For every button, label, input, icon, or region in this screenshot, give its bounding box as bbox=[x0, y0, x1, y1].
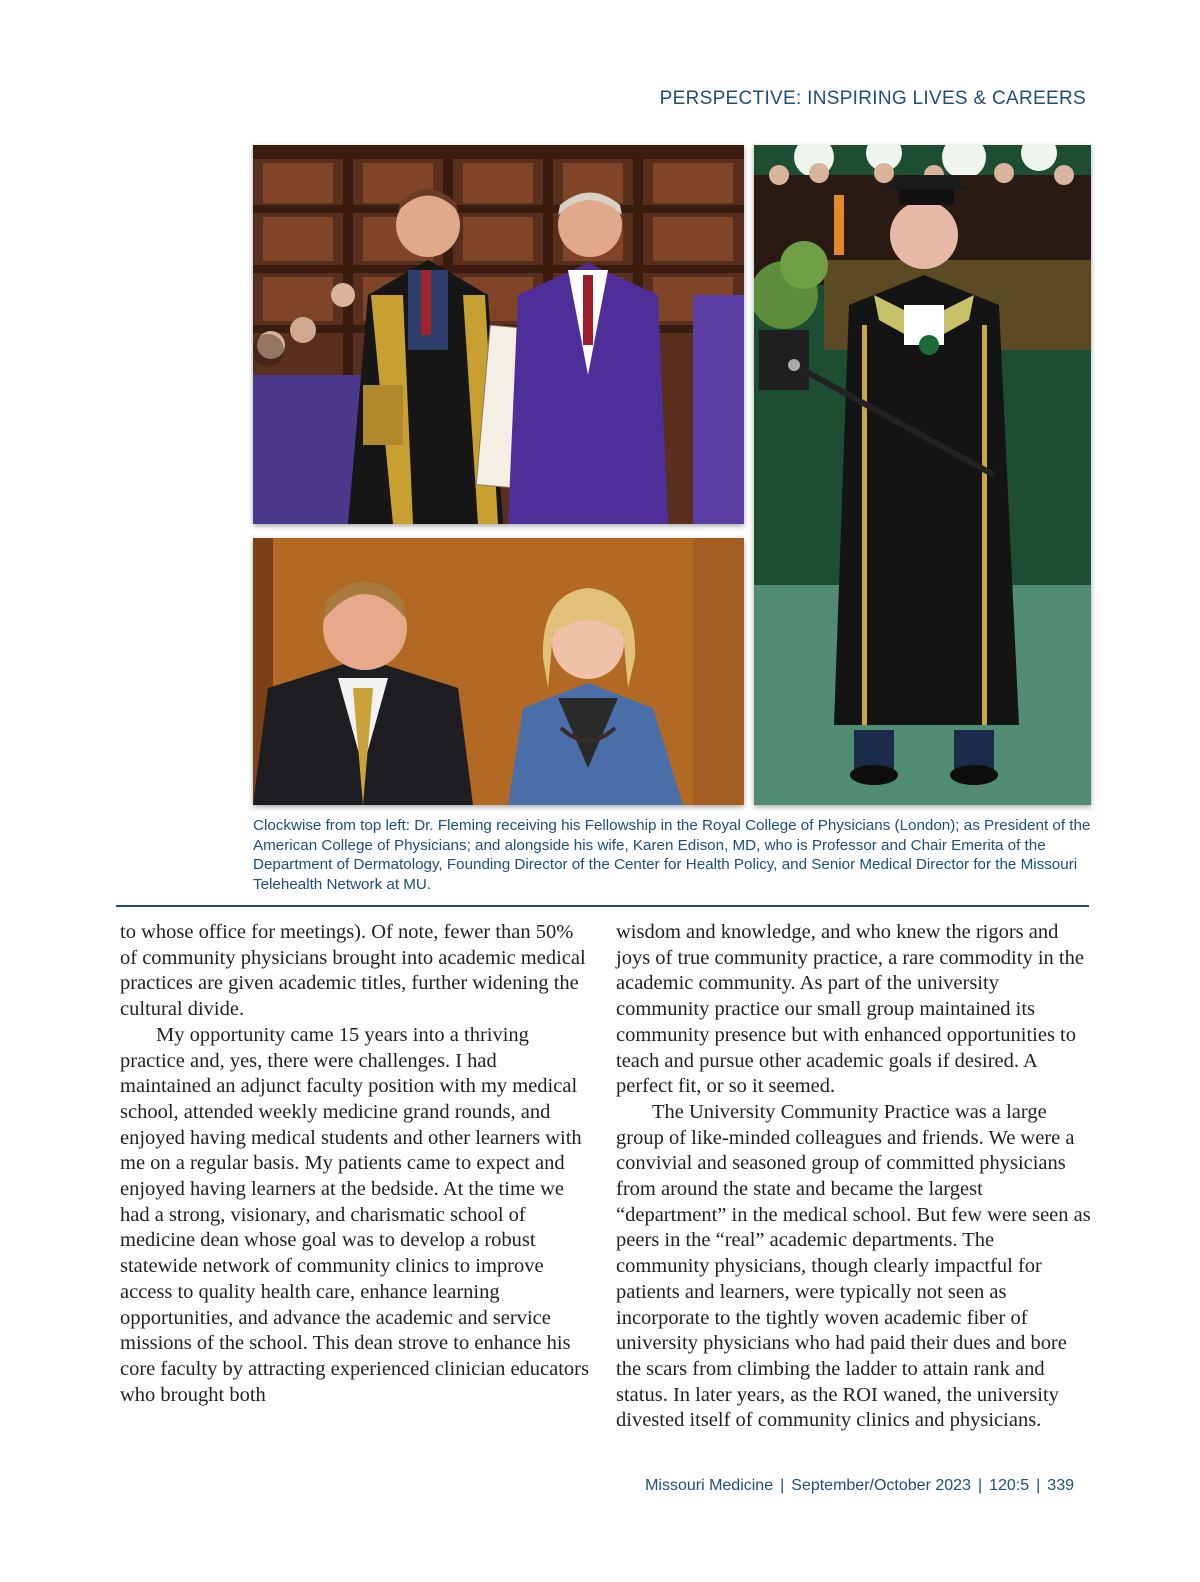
photo-with-wife bbox=[253, 538, 744, 805]
page-number: 339 bbox=[1047, 1477, 1074, 1494]
paragraph: The University Community Practice was a large group of like-minded colleagues and friends. We were a convivial and seasoned group of committed physicians from around the state and became the largest “department” in the medical school. But few were seen as peers in the “real” academic departments. The community physicians, though clearly impactful for patients and learners, were typically not seen as incorporate to the tightly woven academic fiber of university physicians who had paid their dues and bore the scars from climbing the ladder to attain rank and status. In later years, as the ROI waned, the university divested itself of community clinics and physicians. bbox=[616, 1100, 1091, 1432]
section-header: PERSPECTIVE: INSPIRING LIVES & CAREERS bbox=[659, 88, 1086, 109]
issue-date: September/October 2023 bbox=[791, 1477, 971, 1494]
paragraph: My opportunity came 15 years into a thriving practice and, yes, there were challenges. I had maintained an adjunct faculty position with my medical school, attended weekly medicine grand rounds, and enjoyed having medical students and other learners with me on a regular basis. My patients came to expect and enjoyed having learners at the bedside. At the time we had a strong, visionary, and charismatic school of medicine dean whose goal was to develop a robust statewide network of community clinics to improve access to quality health care, enhance learning opportunities, and advance the academic and service missions of the school. This dean strove to enhance his core faculty by attracting experienced clinician educators who brought both bbox=[120, 1023, 589, 1406]
body-column-right bbox=[616, 920, 1091, 1434]
section-divider bbox=[116, 905, 1089, 907]
page-footer: Missouri Medicine | September/October 2023 | 120:5 | 339 bbox=[645, 1477, 1074, 1494]
photo-fellowship bbox=[253, 145, 744, 524]
volume-number: 120:5 bbox=[989, 1477, 1030, 1494]
paragraph: wisdom and knowledge, and who knew the rigors and joys of true community practice, a rare commodity in the academic community. As part of the university community practice our small group maintained its community presence but with enhanced opportunities to teach and pursue other academic goals if desired. A perfect fit, or so it seemed. bbox=[616, 921, 1084, 1098]
body-column-left bbox=[120, 920, 592, 1408]
photo-caption: Clockwise from top left: Dr. Fleming receiving his Fellowship in the Royal College of Physicians (London); as President of the American College of Physicians; and alongside his wife, Karen Edison, MD, who is Professor and Chair Emerita of the Department of Dermatology, Founding Director of the Center for Health Policy, and Senior Medical Director for the Missouri Telehealth Network at MU. bbox=[253, 817, 1091, 893]
photo-acp-president bbox=[754, 145, 1091, 805]
journal-name: Missouri Medicine bbox=[645, 1477, 774, 1494]
paragraph: to whose office for meetings). Of note, fewer than 50% of community physicians brought into academic medical practices are given academic titles, further widening the cultural divide. bbox=[120, 921, 586, 1021]
